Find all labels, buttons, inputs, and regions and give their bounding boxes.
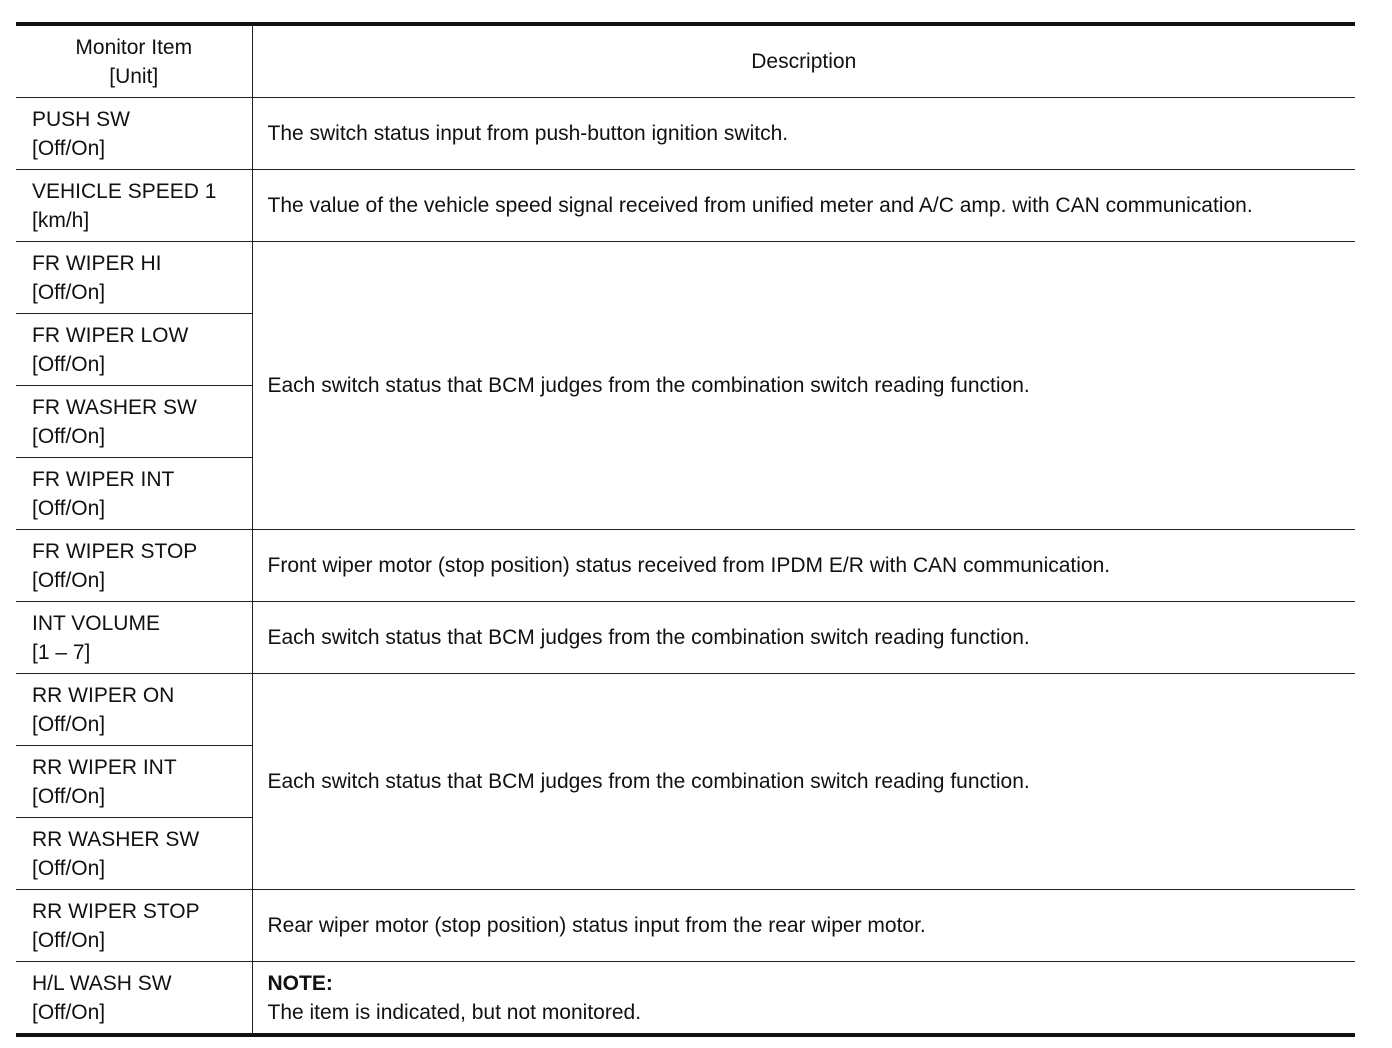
table-row xyxy=(16,170,1355,242)
item-name: FR WASHER SW xyxy=(32,395,197,419)
header-unit-label: [Unit] xyxy=(109,64,159,88)
monitor-item-cell xyxy=(16,674,252,746)
item-name: RR WIPER STOP xyxy=(32,899,200,923)
monitor-item-cell xyxy=(16,242,252,314)
note-text: The item is indicated, but not monitored. xyxy=(267,1000,642,1024)
monitor-item-cell xyxy=(16,818,252,890)
description-cell: Each switch status that BCM judges from the combination switch reading function. xyxy=(252,674,1355,890)
item-unit: [km/h] xyxy=(32,208,90,232)
item-unit: [Off/On] xyxy=(32,784,106,808)
item-name: FR WIPER HI xyxy=(32,251,162,275)
table-row xyxy=(16,890,1355,962)
item-unit: [Off/On] xyxy=(32,856,106,880)
item-name: RR WIPER ON xyxy=(32,683,175,707)
monitor-item-cell xyxy=(16,170,252,242)
description-cell: Each switch status that BCM judges from the combination switch reading function. xyxy=(252,602,1355,674)
description-cell: The switch status input from push-button ignition switch. xyxy=(252,98,1355,170)
item-unit: [Off/On] xyxy=(32,136,106,160)
table-row xyxy=(16,98,1355,170)
monitor-item-cell xyxy=(16,314,252,386)
description-cell: Front wiper motor (stop position) status received from IPDM E/R with CAN communication. xyxy=(252,530,1355,602)
monitor-item-cell xyxy=(16,458,252,530)
item-unit: [Off/On] xyxy=(32,928,106,952)
header-monitor-item xyxy=(16,24,252,98)
monitor-item-cell xyxy=(16,386,252,458)
monitor-item-cell xyxy=(16,602,252,674)
header-row xyxy=(16,24,1355,98)
monitor-item-table xyxy=(16,22,1355,1037)
item-name: RR WASHER SW xyxy=(32,827,200,851)
item-name: FR WIPER STOP xyxy=(32,539,198,563)
description-cell: Rear wiper motor (stop position) status input from the rear wiper motor. xyxy=(252,890,1355,962)
item-name: FR WIPER LOW xyxy=(32,323,189,347)
item-name: PUSH SW xyxy=(32,107,131,131)
item-unit: [Off/On] xyxy=(32,712,106,736)
item-unit: [Off/On] xyxy=(32,1000,106,1024)
monitor-item-cell xyxy=(16,890,252,962)
monitor-item-cell xyxy=(16,962,252,1036)
monitor-item-cell xyxy=(16,98,252,170)
description-cell xyxy=(252,962,1355,1036)
item-name: RR WIPER INT xyxy=(32,755,177,779)
description-cell: Each switch status that BCM judges from the combination switch reading function. xyxy=(252,242,1355,530)
header-description: Description xyxy=(252,24,1355,98)
note-label: NOTE: xyxy=(267,971,333,995)
item-unit: [Off/On] xyxy=(32,568,106,592)
item-unit: [Off/On] xyxy=(32,496,106,520)
item-name: INT VOLUME xyxy=(32,611,160,635)
table-row xyxy=(16,962,1355,1036)
item-unit: [1 – 7] xyxy=(32,640,91,664)
table-row xyxy=(16,530,1355,602)
monitor-item-cell xyxy=(16,530,252,602)
table-row xyxy=(16,242,1355,314)
table-row xyxy=(16,674,1355,746)
item-name: FR WIPER INT xyxy=(32,467,175,491)
header-item-label: Monitor Item xyxy=(75,35,193,59)
item-unit: [Off/On] xyxy=(32,352,106,376)
description-cell: The value of the vehicle speed signal received from unified meter and A/C amp. with CAN communication. xyxy=(252,170,1355,242)
item-unit: [Off/On] xyxy=(32,280,106,304)
item-name: VEHICLE SPEED 1 xyxy=(32,179,217,203)
monitor-item-cell xyxy=(16,746,252,818)
item-name: H/L WASH SW xyxy=(32,971,172,995)
table-row xyxy=(16,602,1355,674)
item-unit: [Off/On] xyxy=(32,424,106,448)
